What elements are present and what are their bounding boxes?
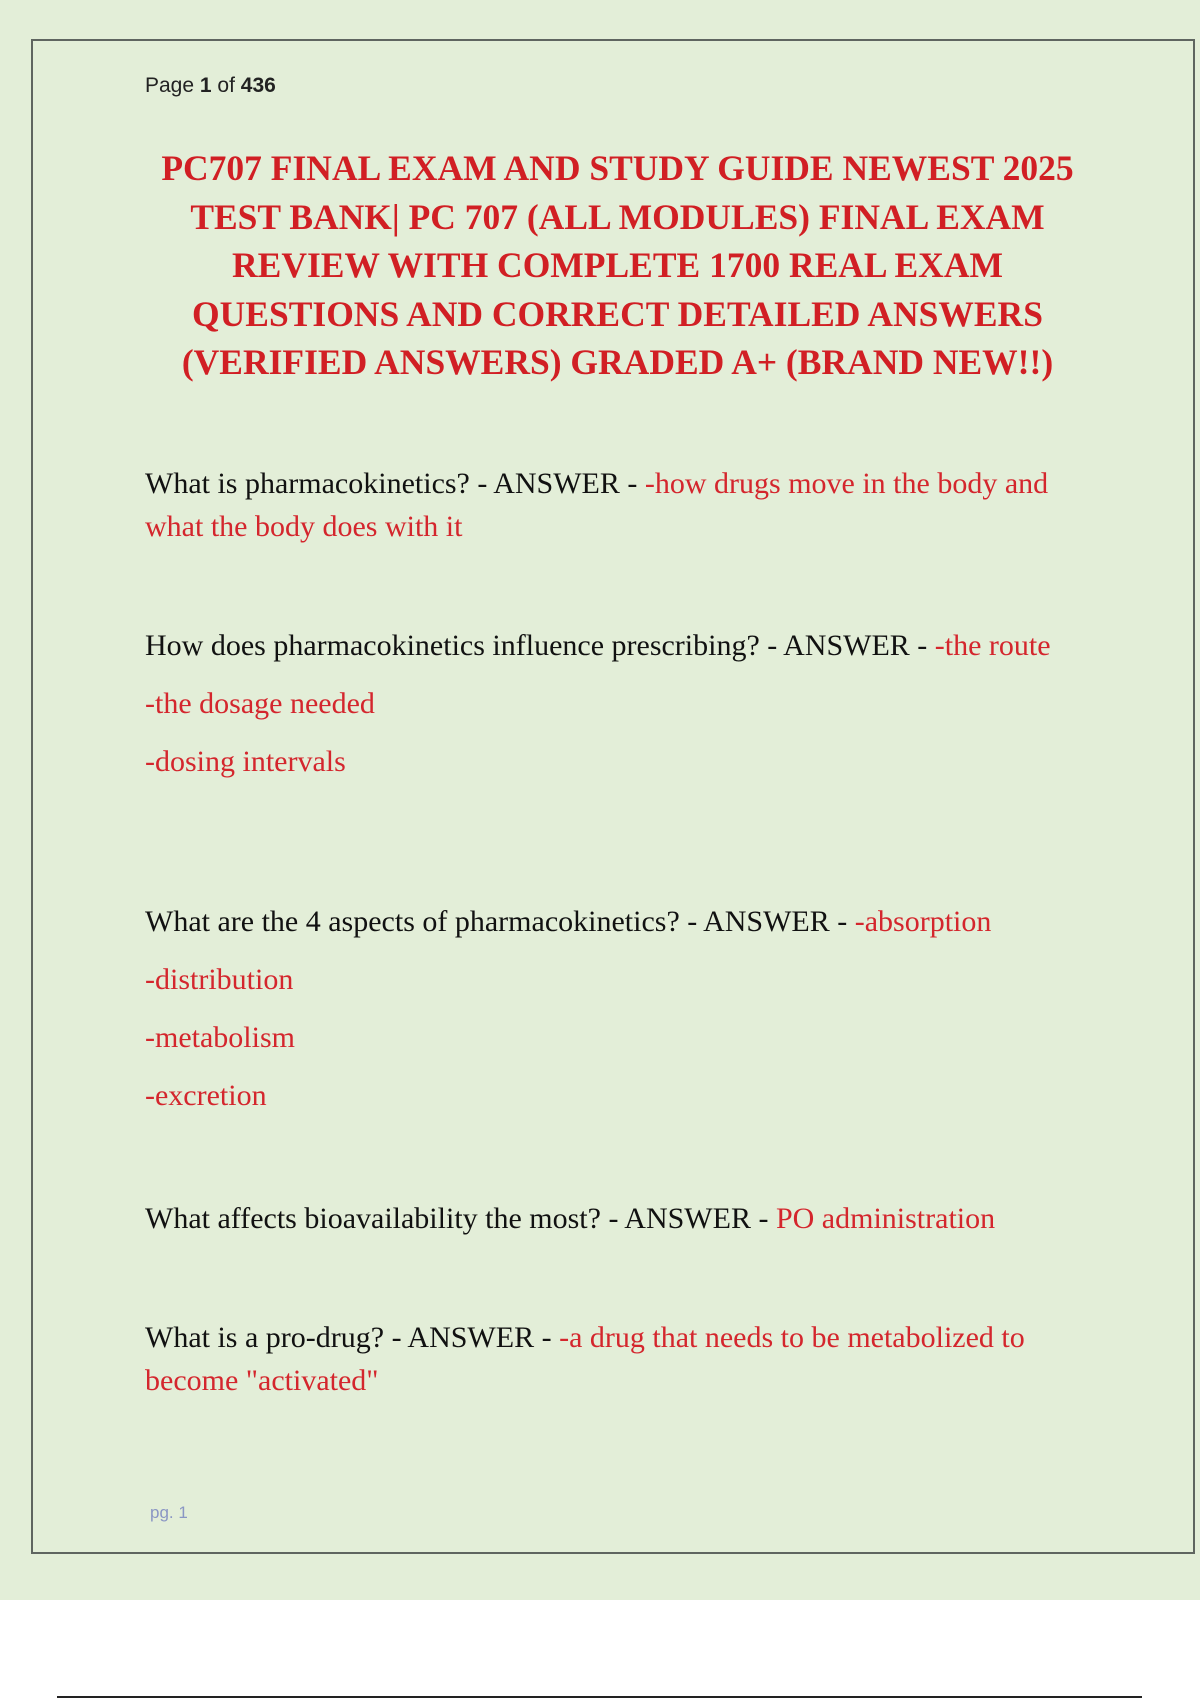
qa-item-5 [145,1316,1080,1402]
question-text: What are the 4 aspects of pharmacokinetics? - ANSWER - [145,905,855,938]
question-text: What is a pro-drug? - ANSWER - [145,1321,560,1354]
qa-item-3 [145,900,1080,1117]
document-title: PC707 FINAL EXAM AND STUDY GUIDE NEWEST 2025 TEST BANK| PC 707 (ALL MODULES) FINAL EXAM REVIEW WITH COMPLETE 1700 REAL EXAM QUESTIONS AND CORRECT DETAILED ANSWERS (VERIFIED ANSWERS) GRADED A+ (BRAND NEW!!) [161,148,1074,382]
qa-item-2 [145,624,1080,783]
answer-text: -how drugs move in the body and what the body does with it [145,467,1049,543]
answer-line: -the dosage needed [145,687,375,720]
answer-text: PO administration [775,1202,996,1235]
answer-text: -a drug that needs to be metabolized to become "activated" [145,1321,1025,1397]
current-page-number: 1 [199,74,212,97]
answer-line: -dosing intervals [145,745,346,778]
qa-item-1 [145,462,1080,548]
answer-line: -distribution [145,963,294,996]
footer-page-label: pg. 1 [150,1503,188,1522]
question-text: What is pharmacokinetics? - ANSWER - [145,467,645,500]
question-text: How does pharmacokinetics influence prescribing? - ANSWER - [145,629,935,662]
bottom-divider [57,1696,1142,1698]
answer-line: -metabolism [145,1021,295,1054]
qa-item-4 [145,1197,1080,1240]
of-word: of [217,74,235,97]
answer-text: -the route [934,629,1051,662]
total-pages-number: 436 [240,74,276,97]
page-word: Page [145,74,195,97]
answer-text: -absorption [854,905,992,938]
question-text: What affects bioavailability the most? - ANSWER - [145,1202,776,1235]
answer-line: -excretion [145,1079,267,1112]
page-counter [145,74,276,98]
